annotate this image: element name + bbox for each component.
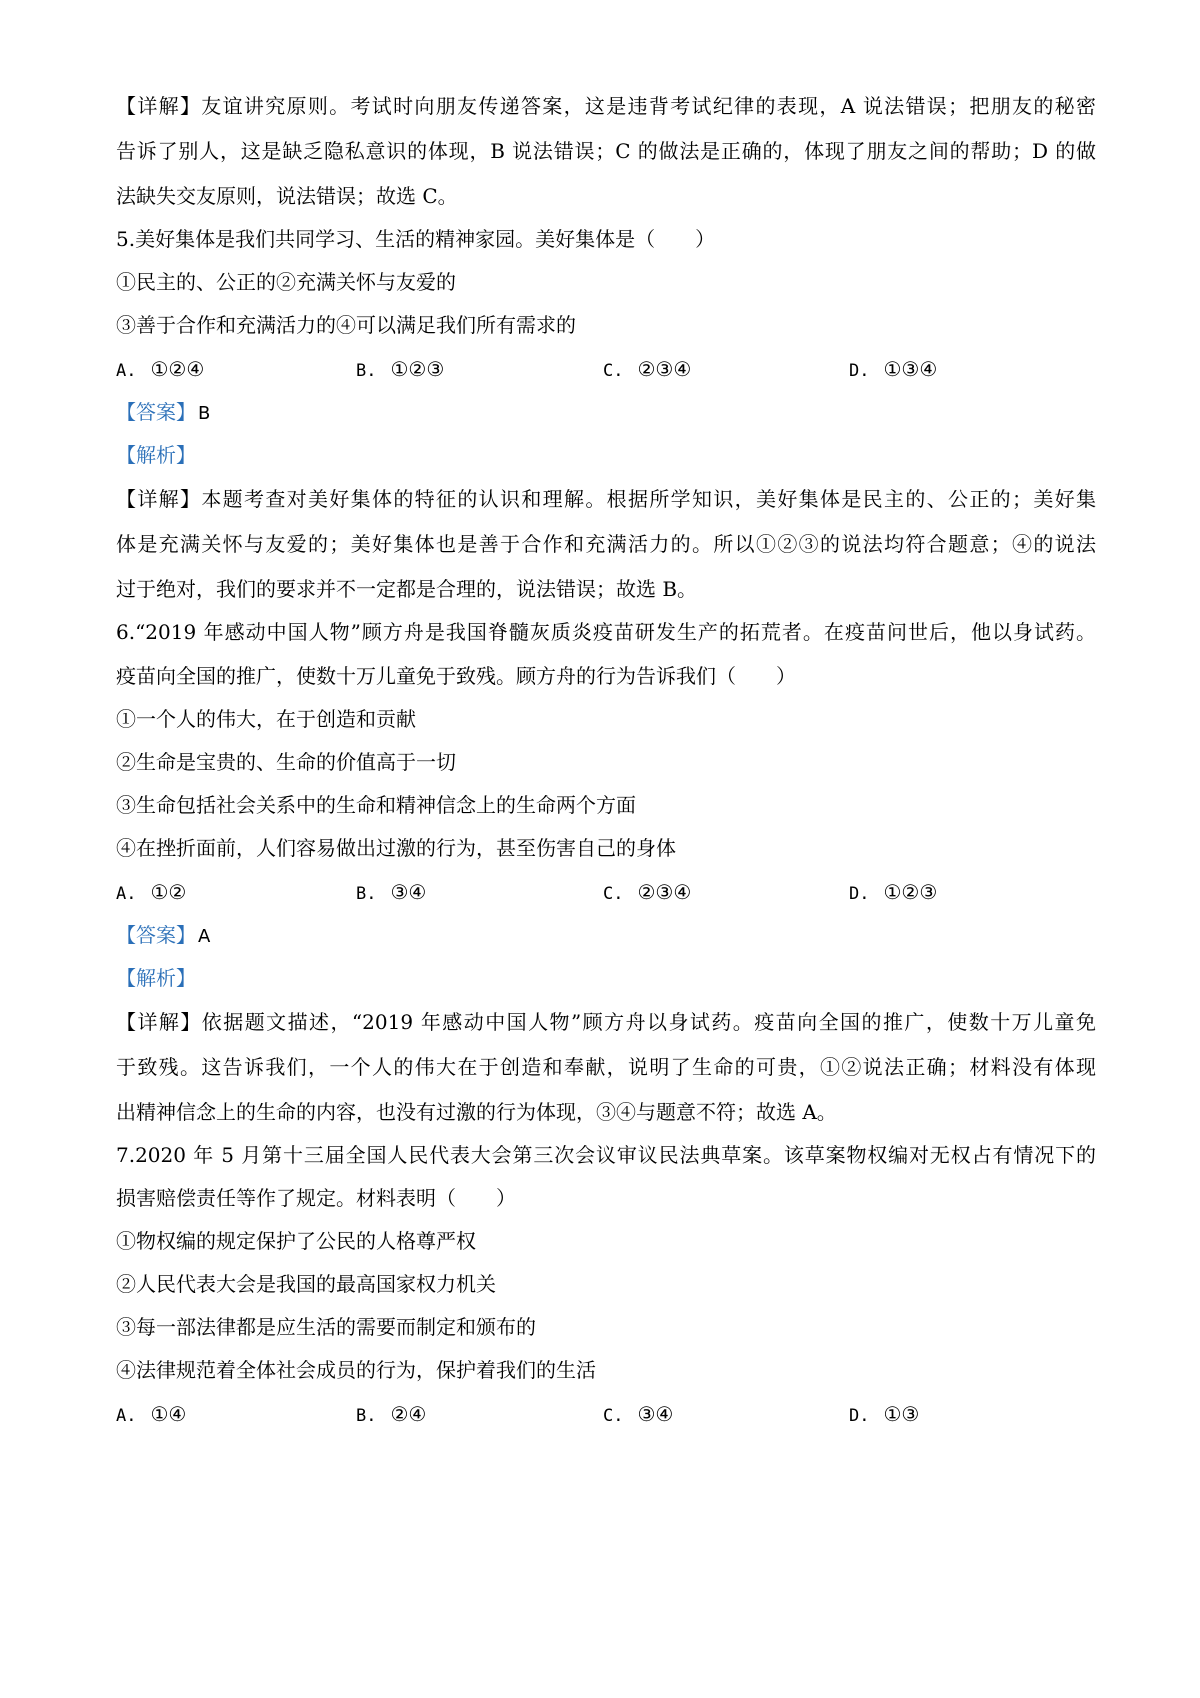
- q6-item-1: ①一个人的伟大，在于创造和贡献: [116, 707, 416, 731]
- q6-option-c-text: ②③④: [637, 880, 692, 904]
- q6-option-c: [603, 878, 691, 908]
- q7-option-a-text: ①④: [150, 1402, 187, 1426]
- q6-item-4: ④在挫折面前，人们容易做出过激的行为，甚至伤害自己的身体: [116, 836, 676, 860]
- q6-analysis-label: 【解析】: [116, 966, 196, 990]
- q6-option-d: [849, 878, 937, 908]
- q7-option-a-letter: A.: [116, 1406, 137, 1426]
- q7-option-c-letter: C.: [603, 1406, 624, 1426]
- q6-item-2: ②生命是宝贵的、生命的价值高于一切: [116, 750, 456, 774]
- q5-option-c-letter: C.: [603, 361, 624, 381]
- q6-answer-value: A: [198, 926, 211, 947]
- q5-option-d-letter: D.: [849, 361, 870, 381]
- q6-option-d-text: ①②③: [883, 880, 938, 904]
- q7-item-2: ②人民代表大会是我国的最高国家权力机关: [116, 1272, 496, 1296]
- q6-answer-label: 【答案】: [116, 923, 196, 947]
- q4-detail-line-1: 【详解】友谊讲究原则。考试时向朋友传递答案，这是违背考试纪律的表现，A 说法错误；把朋友的秘密: [116, 94, 1096, 118]
- q6-detail-line-3: 出精神信念上的生命的内容，也没有过激的行为体现，③④与题意不符；故选 A。: [116, 1100, 837, 1124]
- q7-option-c: [603, 1400, 673, 1430]
- q7-item-3: ③每一部法律都是应生活的需要而制定和颁布的: [116, 1315, 536, 1339]
- q6-detail-line-1: 【详解】依据题文描述，“2019 年感动中国人物”顾方舟以身试药。疫苗向全国的推广，使数十万儿童免: [116, 1010, 1096, 1034]
- q5-detail-line-3: 过于绝对，我们的要求并不一定都是合理的，说法错误；故选 B。: [116, 577, 698, 601]
- q5-option-b: [356, 355, 444, 385]
- q5-option-b-letter: B.: [356, 361, 377, 381]
- q5-detail-line-1: 【详解】本题考查对美好集体的特征的认识和理解。根据所学知识，美好集体是民主的、公正的；美好集: [116, 487, 1096, 511]
- q5-stem: 5.美好集体是我们共同学习、生活的精神家园。美好集体是（ ）: [116, 227, 716, 251]
- q7-option-c-text: ③④: [637, 1402, 674, 1426]
- q7-option-b-letter: B.: [356, 1406, 377, 1426]
- q5-option-d-text: ①③④: [883, 357, 938, 381]
- q6-option-b-letter: B.: [356, 884, 377, 904]
- q5-option-a: [116, 355, 204, 385]
- q7-option-d-letter: D.: [849, 1406, 870, 1426]
- q5-answer: [116, 398, 1096, 428]
- q4-detail-line-2: 告诉了别人，这是缺乏隐私意识的体现，B 说法错误；C 的做法是正确的，体现了朋友之间的帮助；D 的做: [116, 139, 1096, 163]
- q6-option-d-letter: D.: [849, 884, 870, 904]
- q5-detail-line-2: 体是充满关怀与友爱的；美好集体也是善于合作和充满活力的。所以①②③的说法均符合题意；④的说法: [116, 532, 1096, 556]
- q7-item-1: ①物权编的规定保护了公民的人格尊严权: [116, 1229, 476, 1253]
- q6-option-a: [116, 878, 186, 908]
- q7-option-d: [849, 1400, 919, 1430]
- q5-option-d: [849, 355, 937, 385]
- q6-detail-line-2: 于致残。这告诉我们，一个人的伟大在于创造和奉献，说明了生命的可贵，①②说法正确；材料没有体现: [116, 1055, 1096, 1079]
- q6-answer: [116, 921, 1096, 951]
- q7-stem-line-2: 损害赔偿责任等作了规定。材料表明（ ）: [116, 1186, 516, 1210]
- q6-stem-line-1: 6.“2019 年感动中国人物”顾方舟是我国脊髓灰质炎疫苗研发生产的拓荒者。在疫苗问世后，他以身试药。: [116, 620, 1096, 644]
- q5-option-a-letter: A.: [116, 361, 137, 381]
- q5-option-a-text: ①②④: [150, 357, 205, 381]
- q5-analysis-label: 【解析】: [116, 443, 196, 467]
- q5-item-1: ①民主的、公正的②充满关怀与友爱的: [116, 270, 456, 294]
- q6-item-3: ③生命包括社会关系中的生命和精神信念上的生命两个方面: [116, 793, 636, 817]
- q6-stem-line-2: 疫苗向全国的推广，使数十万儿童免于致残。顾方舟的行为告诉我们（ ）: [116, 664, 796, 688]
- q4-detail-line-3: 法缺失交友原则，说法错误；故选 C。: [116, 184, 458, 208]
- q6-option-b: [356, 878, 426, 908]
- q6-option-b-text: ③④: [390, 880, 427, 904]
- q7-option-b: [356, 1400, 426, 1430]
- q6-option-a-letter: A.: [116, 884, 137, 904]
- q5-item-2: ③善于合作和充满活力的④可以满足我们所有需求的: [116, 313, 576, 337]
- q7-option-d-text: ①③: [883, 1402, 920, 1426]
- q5-option-c: [603, 355, 691, 385]
- q5-answer-value: B: [198, 403, 211, 424]
- q7-option-a: [116, 1400, 186, 1430]
- q5-option-c-text: ②③④: [637, 357, 692, 381]
- q5-answer-label: 【答案】: [116, 400, 196, 424]
- q7-item-4: ④法律规范着全体社会成员的行为，保护着我们的生活: [116, 1358, 596, 1382]
- q7-option-b-text: ②④: [390, 1402, 427, 1426]
- q6-option-a-text: ①②: [150, 880, 187, 904]
- q5-option-b-text: ①②③: [390, 357, 445, 381]
- q6-option-c-letter: C.: [603, 884, 624, 904]
- q7-stem-line-1: 7.2020 年 5 月第十三届全国人民代表大会第三次会议审议民法典草案。该草案物权编对无权占有情况下的: [116, 1143, 1096, 1167]
